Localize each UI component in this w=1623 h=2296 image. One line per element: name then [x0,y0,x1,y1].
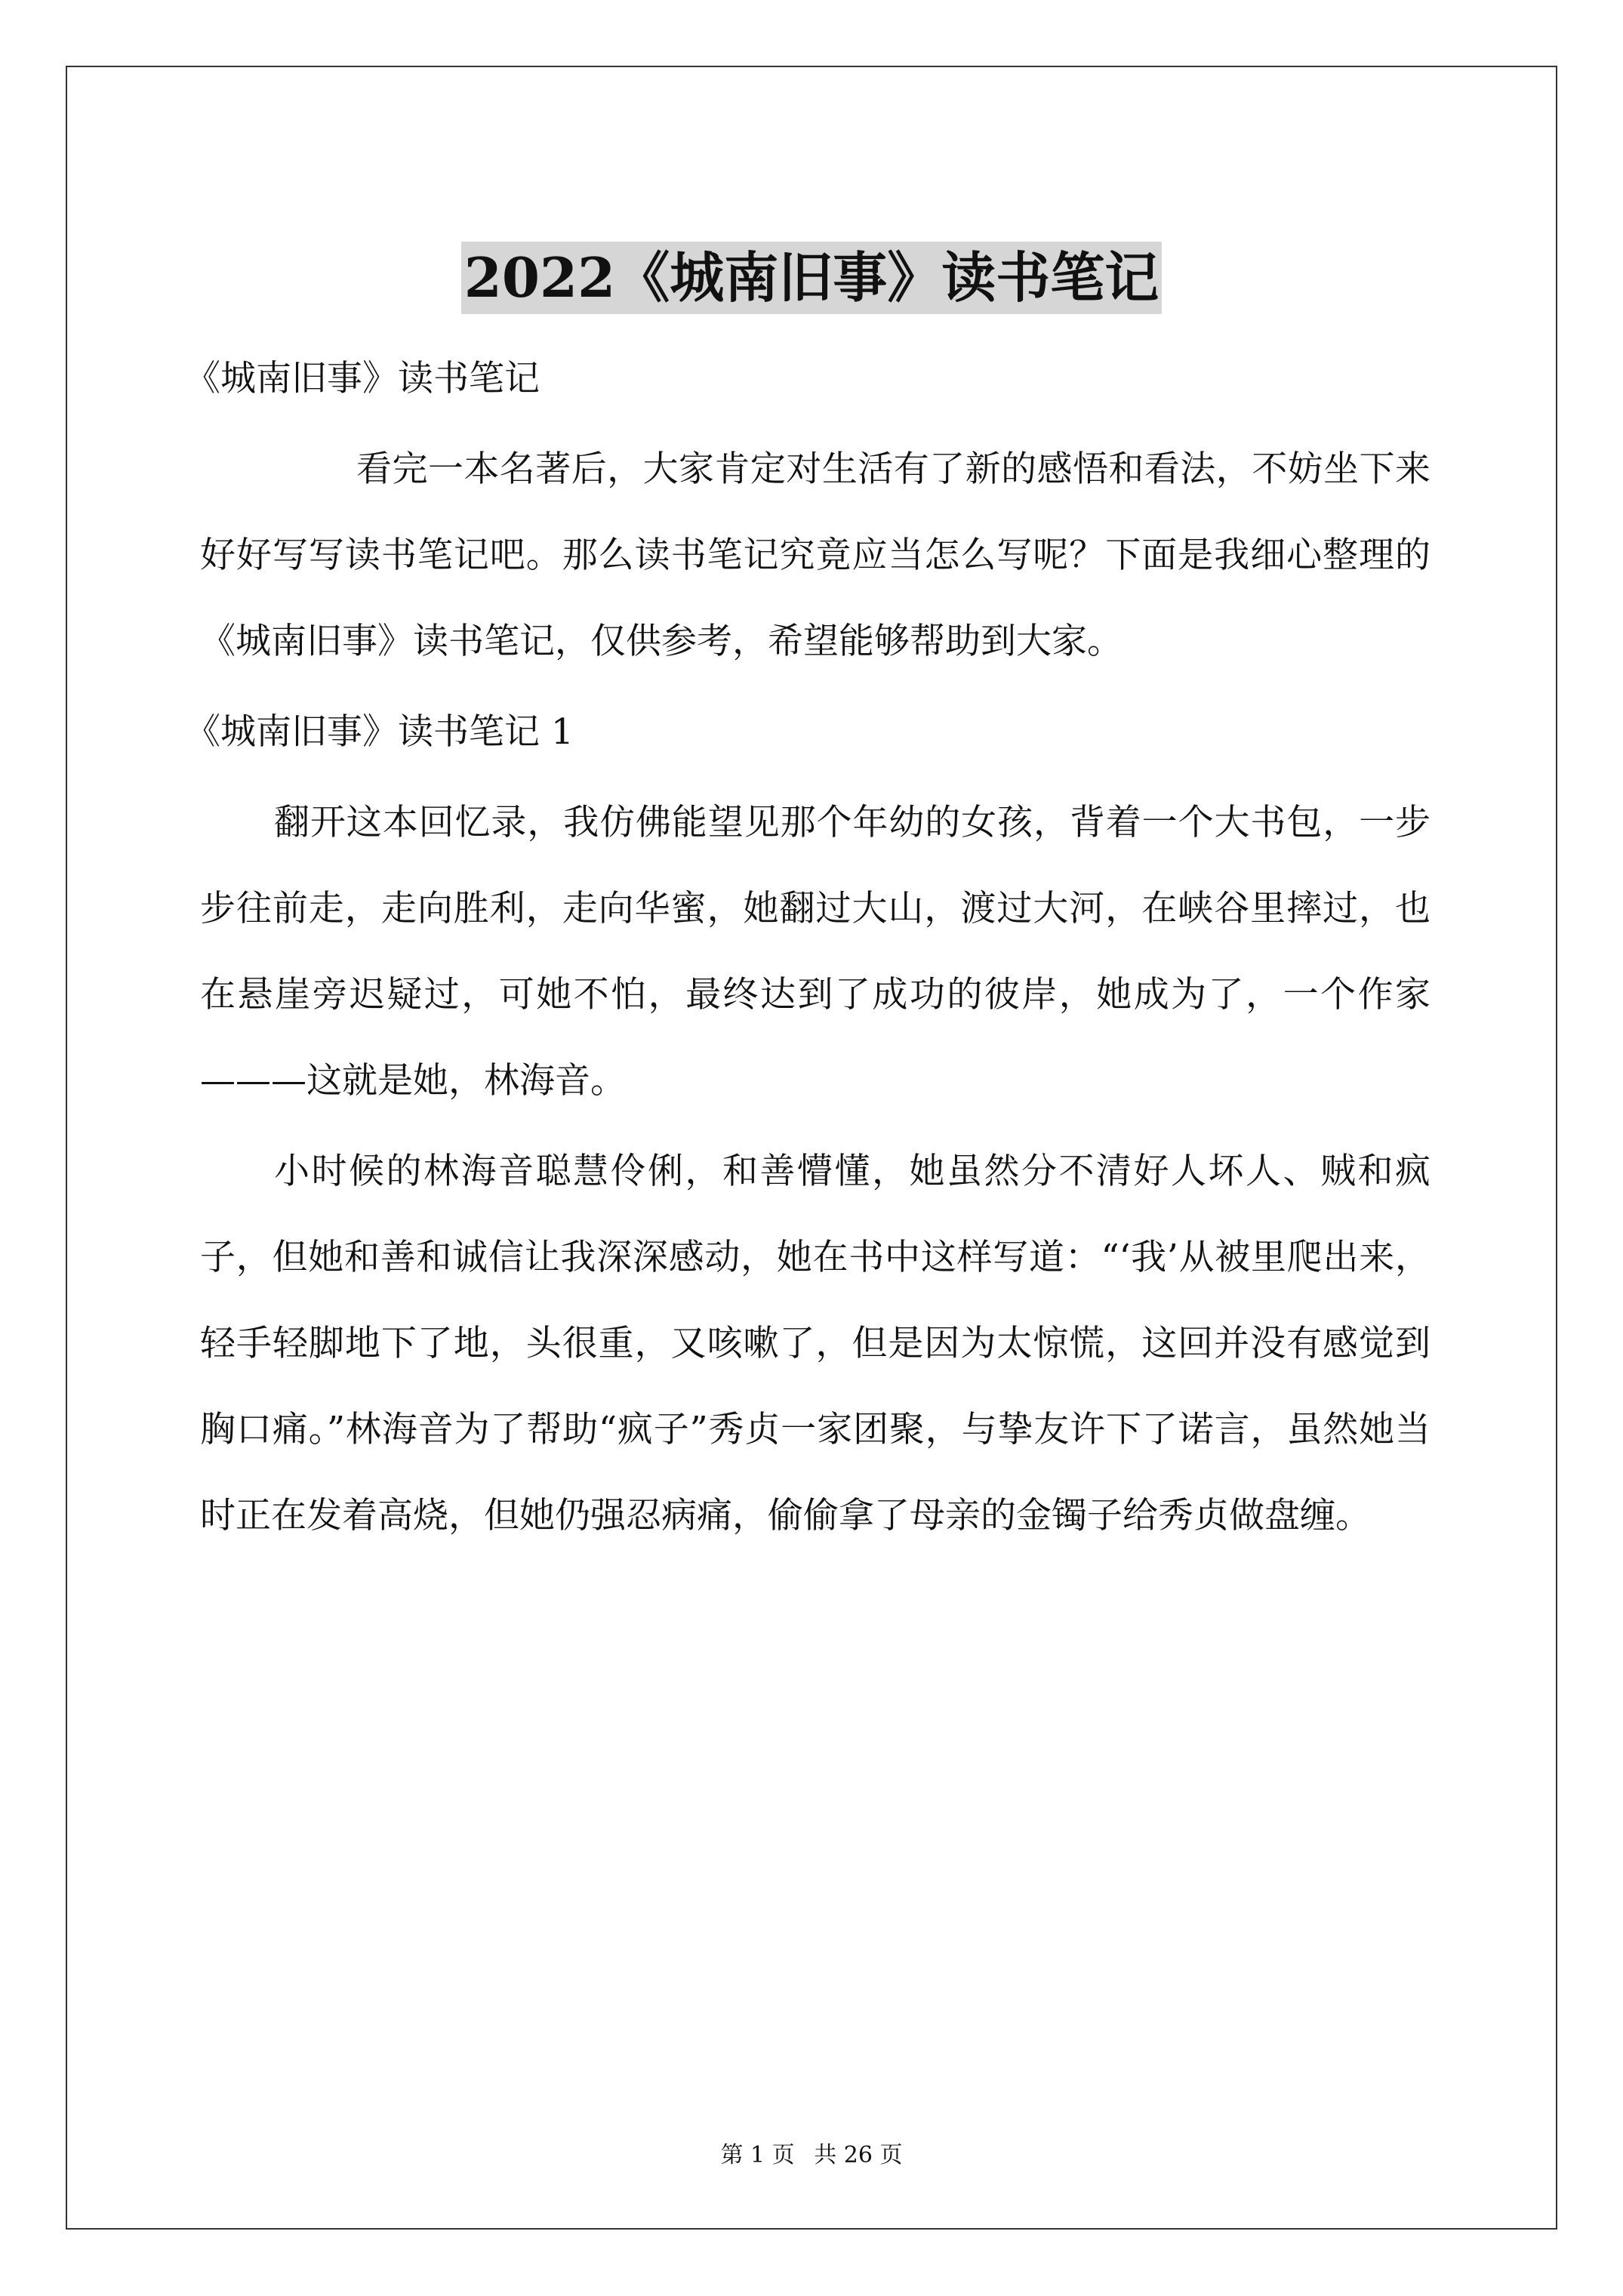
document-subtitle: 《城南旧事》读书笔记 [185,358,540,399]
section-heading: 《城南旧事》读书笔记 1 [185,711,574,753]
page-total: 共 26 页 [814,2142,903,2168]
document-title: 2022《城南旧事》读书笔记 [461,242,1162,314]
body-paragraph-1: 翻开这本回忆录，我仿佛能望见那个年幼的女孩，背着一个大书包，一步步往前走，走向胜利，走向华蜜，她翻过大山，渡过大河，在峡谷里摔过，也在悬崖旁迟疑过，可她不怕，最终达到了成功的彼岸，她成为了，一个作家———这就是她，林海音。 [200,802,1431,1102]
document-body [185,336,1431,1564]
title-wrap [0,205,1623,350]
page-number: 第 1 页 [720,2142,795,2168]
body-paragraph-2: 小时候的林海音聪慧伶俐，和善懵懂，她虽然分不清好人坏人、贼和疯子，但她和善和诚信让我深深感动，她在书中这样写道：“‘我’从被里爬出来，轻手轻脚地下了地，头很重，又咳嗽了，但是因为太惊慌，这回并没有感觉到胸口痛。”林海音为了帮助“疯子”秀贞一家团聚，与挚友许下了诺言，虽然她当时正在发着高烧，但她仍强忍病痛，偷偷拿了母亲的金镯子给秀贞做盘缠。 [200,1151,1431,1536]
page-footer [0,2140,1623,2171]
intro-paragraph: 看完一本名著后，大家肯定对生活有了新的感悟和看法，不妨坐下来好好写写读书笔记吧。那么读书笔记究竟应当怎么写呢？下面是我细心整理的《城南旧事》读书笔记，仅供参考，希望能够帮助到大家。 [200,448,1431,662]
